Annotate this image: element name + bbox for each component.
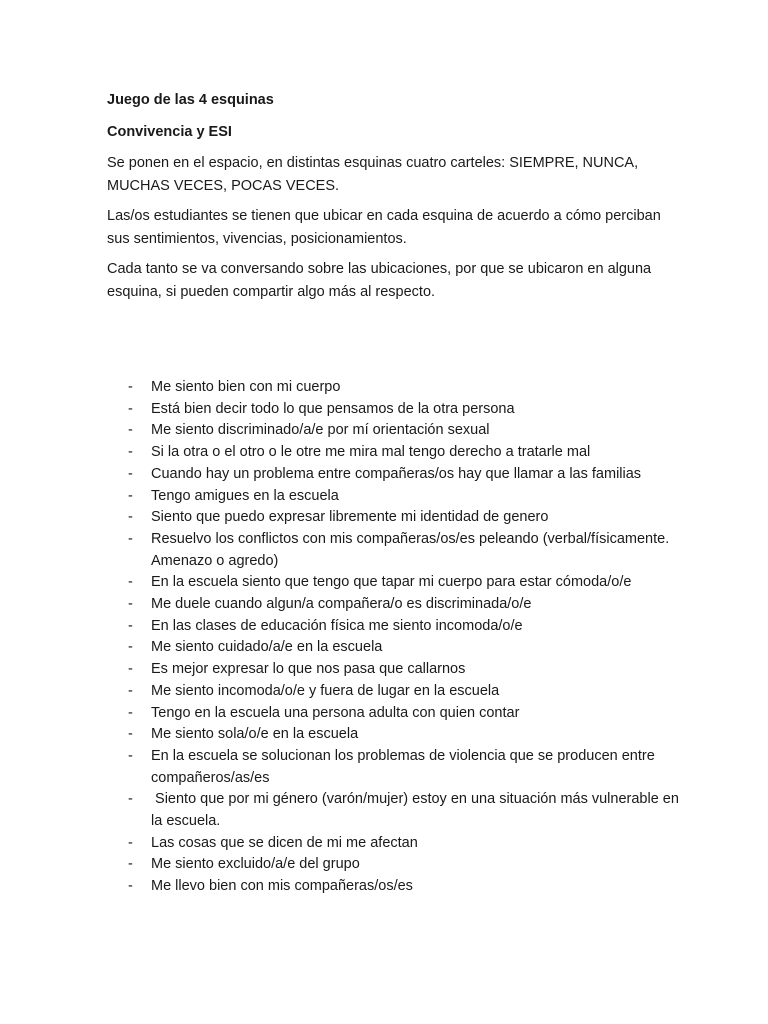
paragraph-conversation: Cada tanto se va conversando sobre las ubicaciones, por que se ubicaron en alguna esquina, si pueden compartir algo más al respecto. (107, 261, 652, 300)
list-item (128, 399, 688, 421)
list-bullet: - (128, 878, 133, 895)
list-item-text: Me duele cuando algun/a compañera/o es discriminada/o/e (151, 596, 532, 613)
list-item-text: Me llevo bien con mis compañeras/os/es (151, 878, 413, 895)
list-bullet: - (128, 509, 133, 526)
list-item-text: Siento que puedo expresar libremente mi identidad de genero (151, 509, 549, 526)
list-bullet: - (128, 465, 133, 482)
list-item-text: Es mejor expresar lo que nos pasa que callarnos (151, 661, 466, 678)
list-item-text: Tengo en la escuela una persona adulta con quien contar (151, 704, 520, 721)
list-bullet: - (128, 444, 133, 461)
list-item (128, 420, 688, 442)
document-body (107, 89, 687, 311)
list-bullet: - (128, 379, 133, 395)
list-item (128, 464, 688, 486)
list-bullet: - (128, 574, 133, 591)
list-bullet: - (128, 682, 133, 699)
list-item (128, 876, 688, 898)
list-item (128, 507, 688, 529)
paragraph-intro: Se ponen en el espacio, en distintas esquinas cuatro carteles: SIEMPRE, NUNCA, MUCHAS VECES, POCAS VECES. (107, 155, 639, 194)
list-bullet: - (128, 856, 133, 873)
list-bullet: - (128, 422, 133, 439)
list-item (128, 746, 688, 789)
list-item-text: En la escuela se solucionan los problemas de violencia que se producen entre compañeros/as/es (151, 747, 659, 786)
list-item-text: Resuelvo los conflictos con mis compañeras/os/es peleando (verbal/físicamente. Amenazo o agredo) (151, 530, 673, 569)
list-item (128, 681, 688, 703)
list-item (128, 486, 688, 508)
list-bullet: - (128, 791, 133, 808)
list-item-text: En las clases de educación física me siento incomoda/o/e (151, 617, 523, 634)
list-bullet: - (128, 400, 133, 417)
list-bullet: - (128, 661, 133, 678)
list-item (128, 703, 688, 725)
list-item-text: Si la otra o el otro o le otre me mira mal tengo derecho a tratarle mal (151, 444, 591, 461)
list-item-text: En la escuela siento que tengo que tapar mi cuerpo para estar cómoda/o/e (151, 574, 632, 591)
list-item-text: Las cosas que se dicen de mi me afectan (151, 834, 418, 851)
list-bullet: - (128, 487, 133, 504)
list-item-text: Tengo amigues en la escuela (151, 487, 339, 504)
list-item-text: Me siento cuidado/a/e en la escuela (151, 639, 383, 656)
list-item (128, 854, 688, 876)
list-item (128, 724, 688, 746)
list-item-text: Cuando hay un problema entre compañeras/os hay que llamar a las familias (151, 465, 642, 482)
list-item-text: Me siento discriminado/a/e por mí orientación sexual (151, 422, 490, 439)
list-item-text: Me siento sola/o/e en la escuela (151, 726, 359, 743)
list-item-text: Me siento incomoda/o/e y fuera de lugar en la escuela (151, 682, 500, 699)
list-item-text: Me siento bien con mi cuerpo (151, 379, 341, 395)
list-item (128, 616, 688, 638)
list-item (128, 377, 688, 399)
list-bullet: - (128, 639, 133, 656)
list-bullet: - (128, 530, 133, 547)
list-bullet: - (128, 834, 133, 851)
list-item (128, 529, 688, 572)
list-bullet: - (128, 617, 133, 634)
list-bullet: - (128, 747, 133, 764)
list-bullet: - (128, 726, 133, 743)
list-item (128, 572, 688, 594)
list-item (128, 789, 688, 832)
paragraph-instructions: Las/os estudiantes se tienen que ubicar en cada esquina de acuerdo a cómo perciban sus sentimientos, vivencias, posicionamientos. (107, 208, 661, 247)
document-subtitle: Convivencia y ESI (107, 124, 232, 140)
statement-list (128, 377, 688, 898)
list-item-text: Siento que por mi género (varón/mujer) estoy en una situación más vulnerable en la escuela. (151, 791, 683, 830)
list-item-text: Está bien decir todo lo que pensamos de la otra persona (151, 400, 515, 417)
list-item (128, 833, 688, 855)
list-bullet: - (128, 704, 133, 721)
list-item (128, 637, 688, 659)
list-item (128, 594, 688, 616)
document-title: Juego de las 4 esquinas (107, 92, 274, 108)
list-item-text: Me siento excluido/a/e del grupo (151, 856, 360, 873)
list-item (128, 442, 688, 464)
list-bullet: - (128, 596, 133, 613)
list-item (128, 659, 688, 681)
